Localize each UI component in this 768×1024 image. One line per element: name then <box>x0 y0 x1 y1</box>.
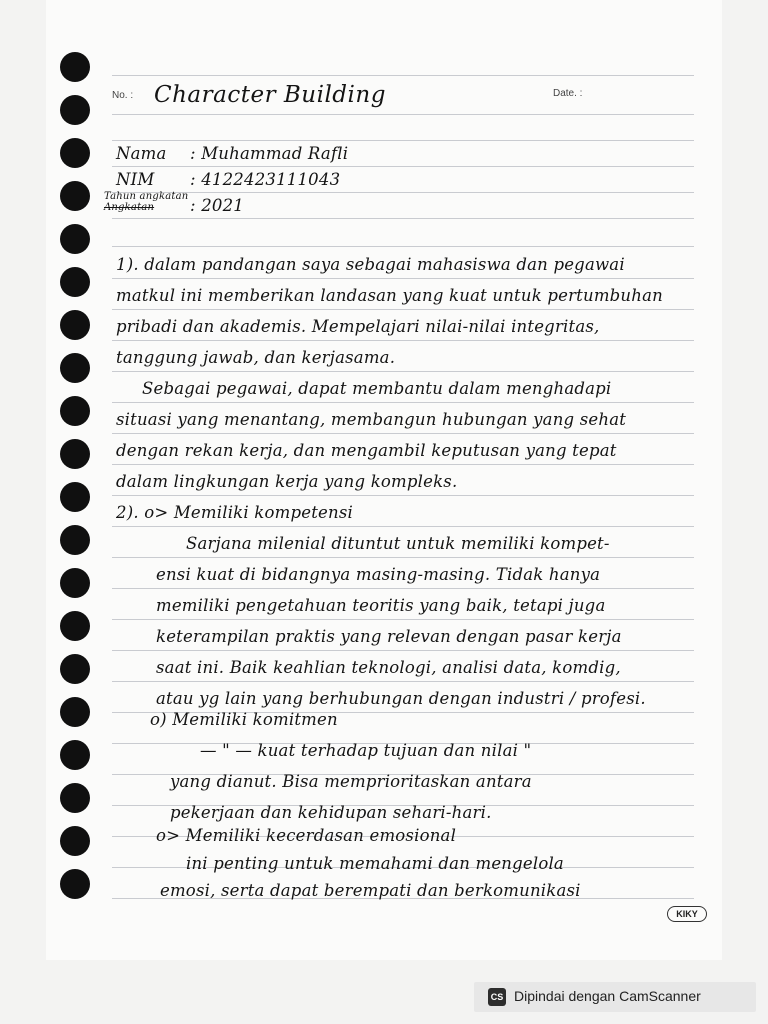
binder-hole <box>60 783 90 813</box>
ruled-line <box>112 309 694 310</box>
year-label: Tahun angkatan <box>104 191 189 202</box>
camscanner-logo-icon: CS <box>488 988 506 1006</box>
binder-hole <box>60 439 90 469</box>
text-line: pekerjaan dan kehidupan sehari-hari. <box>170 803 492 822</box>
text-line: yang dianut. Bisa memprioritaskan antara <box>170 772 532 791</box>
ruled-line <box>112 371 694 372</box>
date-label: Date. : <box>553 88 583 99</box>
text-line: o) Memiliki komitmen <box>150 710 338 729</box>
text-line: ini penting untuk memahami dan mengelola <box>186 854 564 873</box>
binder-hole <box>60 525 90 555</box>
name-value: : Muhammad Rafli <box>190 144 349 163</box>
binder-hole <box>60 95 90 125</box>
no-label: No. : <box>112 90 134 101</box>
text-line: dengan rekan kerja, dan mengambil keputusan yang tepat <box>116 441 617 460</box>
text-line: Sebagai pegawai, dapat membantu dalam menghadapi <box>142 379 612 398</box>
text-line: ensi kuat di bidangnya masing-masing. Tidak hanya <box>156 565 601 584</box>
text-line: emosi, serta dapat berempati dan berkomunikasi <box>160 881 581 900</box>
binder-hole <box>60 181 90 211</box>
text-line: tanggung jawab, dan kerjasama. <box>116 348 396 367</box>
binder-hole <box>60 224 90 254</box>
ruled-line <box>112 495 694 496</box>
text-line: o> Memiliki kecerdasan emosional <box>156 826 457 845</box>
ruled-line <box>112 650 694 651</box>
name-label: Nama <box>116 144 167 163</box>
ruled-line <box>112 464 694 465</box>
binder-hole <box>60 869 90 899</box>
ruled-line <box>112 681 694 682</box>
binder-hole <box>60 482 90 512</box>
text-line: keterampilan praktis yang relevan dengan pasar kerja <box>156 627 622 646</box>
text-line: pribadi dan akademis. Mempelajari nilai-nilai integritas, <box>116 317 600 336</box>
camscanner-text: Dipindai dengan CamScanner <box>514 988 701 1004</box>
ruled-line <box>112 114 694 115</box>
kiky-brand-logo: KIKY <box>667 906 707 922</box>
text-line: saat ini. Baik keahlian teknologi, analisi data, komdig, <box>156 658 621 677</box>
ruled-line <box>112 278 694 279</box>
text-line: matkul ini memberikan landasan yang kuat untuk pertumbuhan <box>116 286 663 305</box>
ruled-line <box>112 192 694 193</box>
binder-hole <box>60 52 90 82</box>
ruled-line <box>112 526 694 527</box>
ruled-line <box>112 619 694 620</box>
binder-hole <box>60 568 90 598</box>
ruled-line <box>112 433 694 434</box>
text-line: 2). o> Memiliki kompetensi <box>116 503 353 522</box>
text-line: Sarjana milenial dituntut untuk memiliki kompet- <box>186 534 610 553</box>
binder-hole <box>60 396 90 426</box>
binder-hole <box>60 697 90 727</box>
ruled-line <box>112 75 694 76</box>
ruled-line <box>112 557 694 558</box>
text-line: 1). dalam pandangan saya sebagai mahasiswa dan pegawai <box>116 255 625 274</box>
binder-hole <box>60 826 90 856</box>
binder-hole <box>60 353 90 383</box>
camscanner-badge <box>474 982 756 1012</box>
binder-hole <box>60 138 90 168</box>
ruled-line <box>112 218 694 219</box>
binder-hole <box>60 310 90 340</box>
ruled-line <box>112 246 694 247</box>
text-line: dalam lingkungan kerja yang kompleks. <box>116 472 458 491</box>
text-line: atau yg lain yang berhubungan dengan industri / profesi. <box>156 689 646 708</box>
ruled-line <box>112 166 694 167</box>
text-line: situasi yang menantang, membangun hubungan yang sehat <box>116 410 627 429</box>
ruled-line <box>112 402 694 403</box>
year-value: : 2021 <box>190 196 244 215</box>
text-line: — " — kuat terhadap tujuan dan nilai " <box>200 741 532 760</box>
year-label-struck: Angkatan <box>104 202 155 213</box>
nim-label: NIM <box>116 170 155 189</box>
page-title: Character Building <box>154 82 386 108</box>
binder-hole <box>60 740 90 770</box>
ruled-line <box>112 588 694 589</box>
binder-hole <box>60 611 90 641</box>
binder-hole <box>60 654 90 684</box>
text-line: memiliki pengetahuan teoritis yang baik, tetapi juga <box>156 596 606 615</box>
binder-hole <box>60 267 90 297</box>
nim-value: : 4122423111043 <box>190 170 341 189</box>
ruled-line <box>112 340 694 341</box>
ruled-line <box>112 140 694 141</box>
